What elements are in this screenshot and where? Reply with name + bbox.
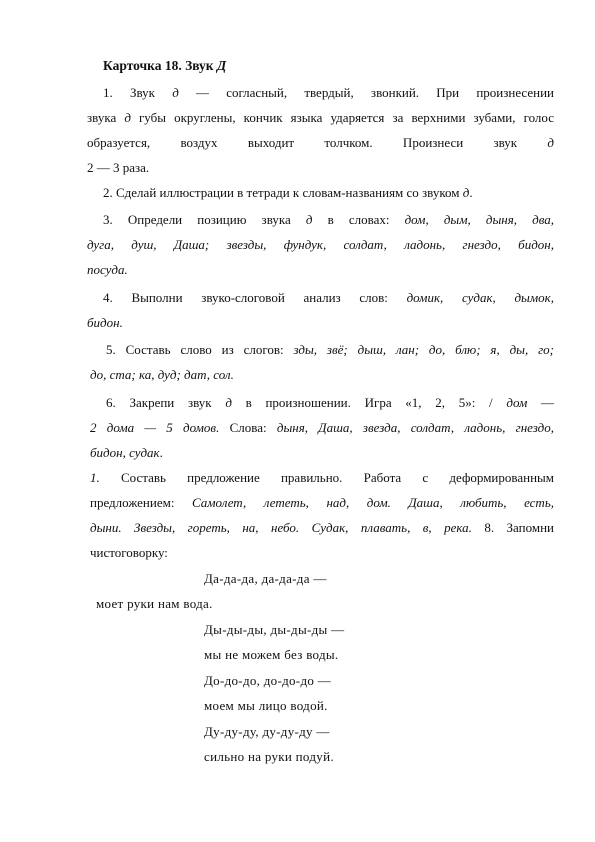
item-3-paragraph — [87, 207, 554, 282]
item-5-line-1: 5. Составь слово из слогов: зды, звё; дыш, лан; до, блю; я, ды, го; — [106, 342, 554, 357]
poem-line: моем мы лицо водой. — [204, 698, 328, 713]
item-2-paragraph — [87, 180, 554, 205]
item-5-paragraph — [90, 337, 554, 387]
item-3-line-3: посуда. — [87, 262, 128, 277]
item-7-line-1: 1. Составь предложение правильно. Работа с деформированным — [90, 470, 554, 485]
item-6-line-3: бидон, судак. — [90, 445, 163, 460]
poem-line: моет руки нам вода. — [96, 596, 213, 611]
item-6-line-2: 2 дома — 5 домов. Слова: дыня, Даша, звезда, солдат, ладонь, гнездо, — [90, 420, 554, 435]
item-6-paragraph — [90, 390, 554, 465]
item-7-line-2: предложением: Самолет, лететь, над, дом. Даша, любить, есть, — [90, 495, 554, 510]
item-7-paragraph — [90, 465, 554, 565]
poem-line: Ды-ды-ды, ды-ды-ды — — [204, 622, 345, 637]
item-5-line-2: до, ста; ка, дуд; дат, сол. — [90, 367, 234, 382]
item-7-line-3: дыни. Звезды, гореть, на, небо. Судак, плавать, в, река. 8. Запомни — [90, 520, 554, 535]
item-1-paragraph — [87, 80, 554, 180]
item-1-line-1: 1. Звук д — согласный, твердый, звонкий. При произнесении — [103, 85, 554, 100]
item-3-line-2: дуга, душ, Даша; звезды, фундук, солдат, ладонь, гнездо, бидон, — [87, 237, 554, 252]
item-2-line-1: 2. Сделай иллюстрации в тетради к словам-названиям со звуком д. — [103, 185, 473, 200]
poem-line: сильно на руки подуй. — [204, 749, 334, 764]
poem-line: До-до-до, до-до-до — — [204, 673, 332, 688]
item-4-paragraph — [87, 285, 554, 335]
card-title-text: Карточка 18. Звук — [103, 58, 217, 73]
item-3-line-1: 3. Определи позицию звука д в словах: дом, дым, дыня, два, — [103, 212, 555, 227]
item-7-line-4: чистоговорку: — [90, 545, 168, 560]
poem-line: Да-да-да, да-да-да — — [204, 571, 327, 586]
item-6-line-1: 6. Закрепи звук д в произношении. Игра «1, 2, 5»: / дом — — [106, 395, 554, 410]
card-title — [103, 58, 226, 74]
item-1-line-3: образуется, воздух выходит толчком. Произнеси звук д — [87, 135, 554, 150]
item-1-line-2: звука д губы округлены, кончик языка ударяется за верхними зубами, голос — [87, 110, 555, 125]
card-title-letter: Д — [216, 58, 227, 73]
poem-line: Ду-ду-ду, ду-ду-ду — — [204, 724, 330, 739]
item-4-line-1: 4. Выполни звуко-слоговой анализ слов: домик, судак, дымок, — [103, 290, 554, 305]
poem-line: мы не можем без воды. — [204, 647, 339, 662]
item-1-line-4: 2 — 3 раза. — [87, 160, 150, 175]
item-4-line-2: бидон. — [87, 315, 123, 330]
